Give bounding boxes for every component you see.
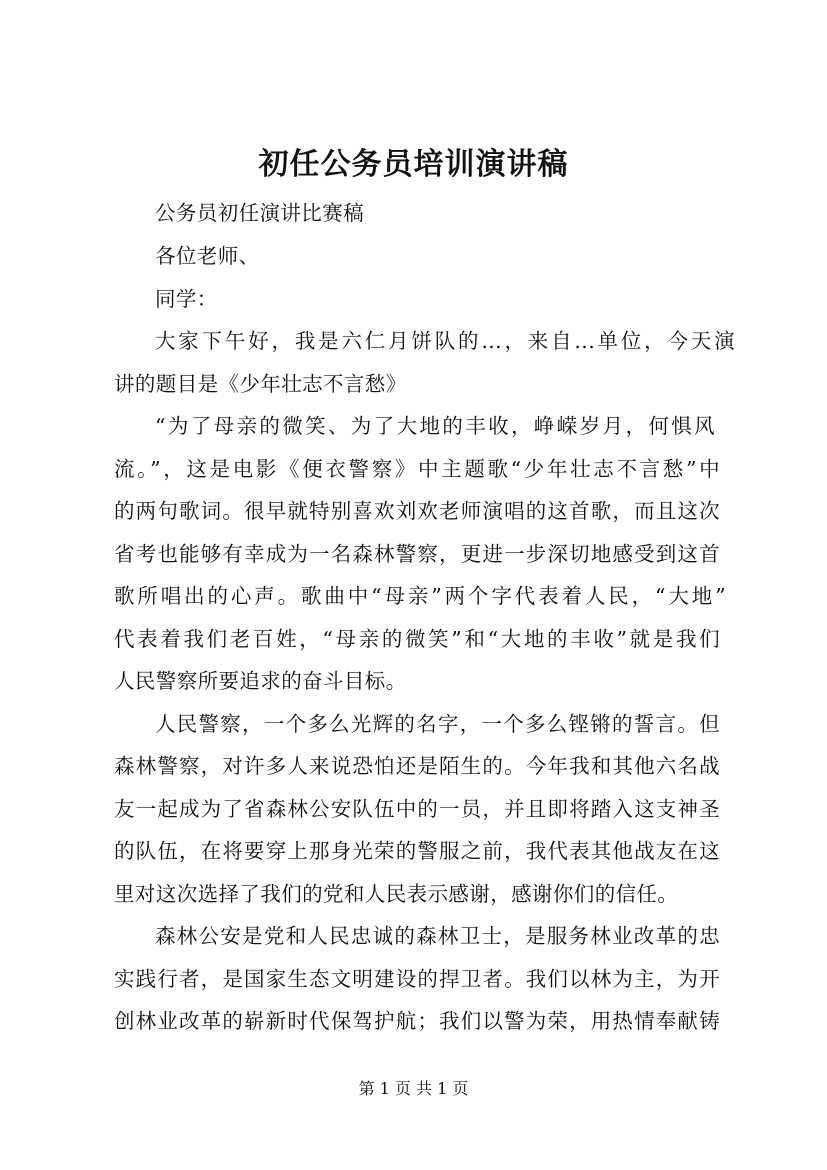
paragraph-line: 创林业改革的崭新时代保驾护航；我们以警为荣，用热情奉献铸 (114, 1009, 720, 1033)
subtitle-line: 公务员初任演讲比赛稿 (155, 201, 364, 225)
paragraph-line: 人民警察所要追求的奋斗目标。 (114, 669, 407, 693)
paragraph-line: 森林公安是党和人民忠诚的森林卫士，是服务林业改革的忠 (155, 924, 720, 948)
document-title: 初任公务员培训演讲稿 (258, 147, 569, 182)
paragraph-line: 大家下午好，我是六仁月饼队的...，来自...单位，今天演 (155, 329, 735, 353)
paragraph-line: “为了母亲的微笑、为了大地的丰收，峥嵘岁月，何惧风 (155, 414, 715, 438)
paragraph-line: 的队伍，在将要穿上那身光荣的警服之前，我代表其他战友在这 (114, 839, 720, 863)
paragraph-line: 代表着我们老百姓，“母亲的微笑”和“大地的丰收”就是我们 (114, 627, 720, 651)
paragraph-line: 实践行者，是国家生态文明建设的捍卫者。我们以林为主，为开 (114, 967, 720, 991)
salutation-line: 各位老师、 (155, 244, 260, 268)
paragraph-line: 省考也能够有幸成为一名森林警察，更进一步深切地感受到这首 (114, 542, 720, 566)
paragraph-line: 森林警察，对许多人来说恐怕还是陌生的。今年我和其他六名战 (114, 754, 720, 778)
paragraph-line: 人民警察，一个多么光辉的名字，一个多么铿锵的誓言。但 (155, 712, 720, 736)
paragraph-line: 里对这次选择了我们的党和人民表示感谢，感谢你们的信任。 (114, 882, 679, 906)
paragraph-line: 的两句歌词。很早就特别喜欢刘欢老师演唱的这首歌，而且这次 (114, 499, 720, 523)
paragraph-line: 讲的题目是《少年壮志不言愁》 (114, 372, 407, 396)
paragraph-line: 歌所唱出的心声。歌曲中“母亲”两个字代表着人民，“大地” (114, 584, 726, 608)
paragraph-line: 流。”，这是电影《便衣警察》中主题歌“少年壮志不言愁”中 (114, 457, 720, 481)
paragraph-line: 友一起成为了省森林公安队伍中的一员，并且即将踏入这支神圣 (114, 797, 720, 821)
page-footer: 第 1 页 共 1 页 (358, 1079, 469, 1098)
salutation-line: 同学： (155, 287, 218, 311)
